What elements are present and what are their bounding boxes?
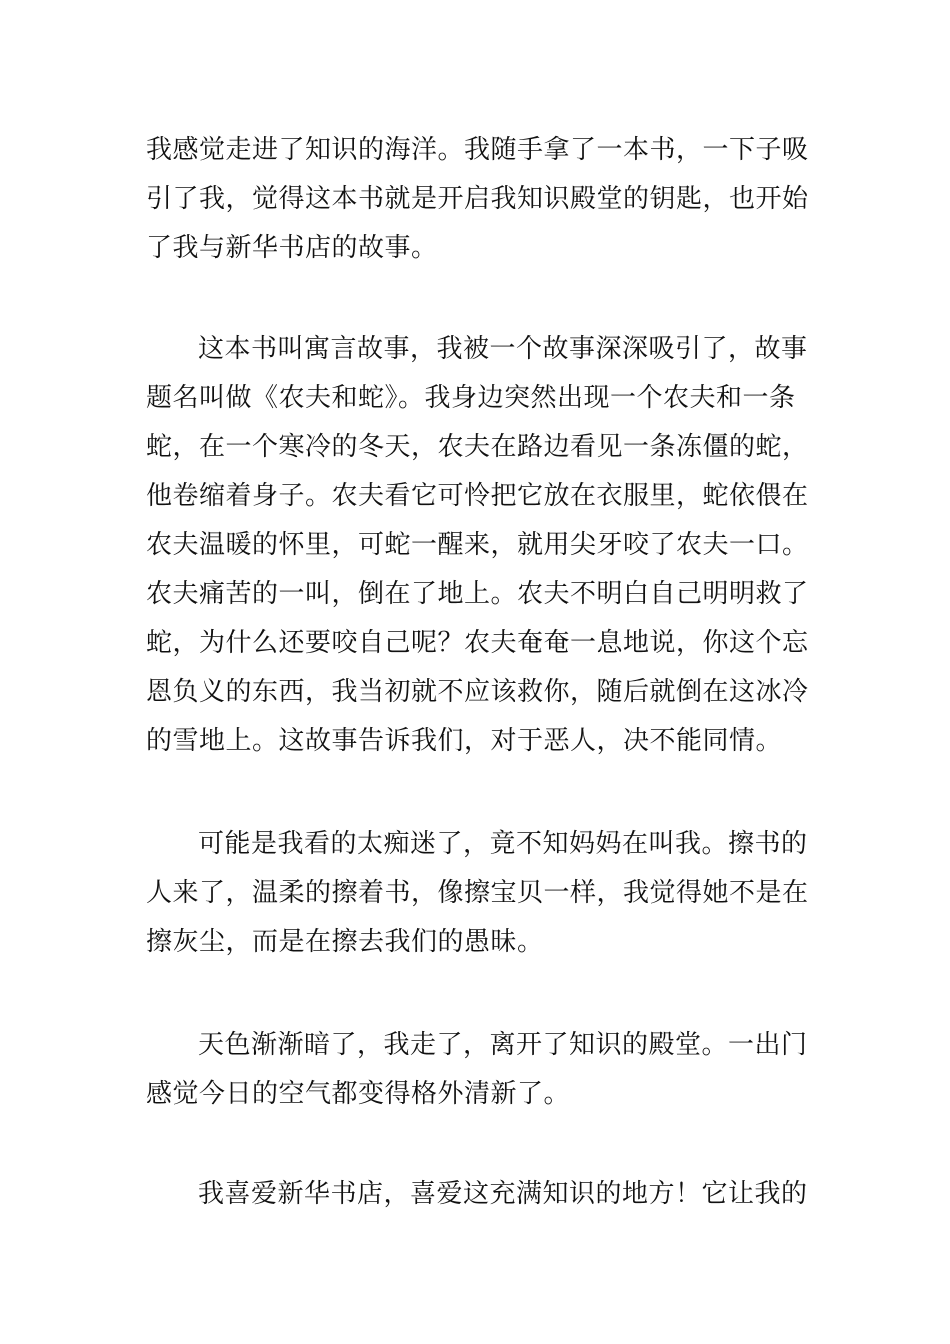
text-line: 的雪地上。这故事告诉我们，对于恶人，决不能同情。 [146,726,783,756]
text-line: 了我与新华书店的故事。 [146,233,438,263]
paragraph-2 [146,325,808,766]
text-line: 天色渐渐暗了，我走了，离开了知识的殿堂。一出门 [198,1030,808,1060]
paragraph-4 [146,1021,808,1119]
text-line: 农夫痛苦的一叫，倒在了地上。农夫不明白自己明明救了 [146,579,809,609]
text-line: 我感觉走进了知识的海洋。我随手拿了一本书，一下子吸 [146,135,809,165]
text-line: 人来了，温柔的擦着书，像擦宝贝一样，我觉得她不是在 [146,878,809,908]
text-line: 题名叫做《农夫和蛇》。我身边突然出现一个农夫和一条 [146,383,796,413]
text-line: 这本书叫寓言故事，我被一个故事深深吸引了，故事 [198,334,808,364]
text-line: 我喜爱新华书店，喜爱这充满知识的地方！它让我的 [198,1179,808,1209]
text-line: 他卷缩着身子。农夫看它可怜把它放在衣服里，蛇依偎在 [146,481,809,511]
text-line: 农夫温暖的怀里，可蛇一醒来，就用尖牙咬了农夫一口。 [146,530,809,560]
paragraph-3 [146,820,808,967]
text-line: 恩负义的东西，我当初就不应该救你，随后就倒在这冰冷 [146,677,809,707]
text-line: 擦灰尘，而是在擦去我们的愚昧。 [146,927,544,957]
text-line: 引了我，觉得这本书就是开启我知识殿堂的钥匙，也开始 [146,184,809,214]
text-line: 蛇，在一个寒冷的冬天，农夫在路边看见一条冻僵的蛇， [146,432,809,462]
text-line: 可能是我看的太痴迷了，竟不知妈妈在叫我。擦书的 [198,829,808,859]
paragraph-1 [146,126,808,273]
text-line: 感觉今日的空气都变得格外清新了。 [146,1079,571,1109]
paragraph-5 [146,1170,808,1219]
text-line: 蛇，为什么还要咬自己呢？农夫奄奄一息地说，你这个忘 [146,628,809,658]
